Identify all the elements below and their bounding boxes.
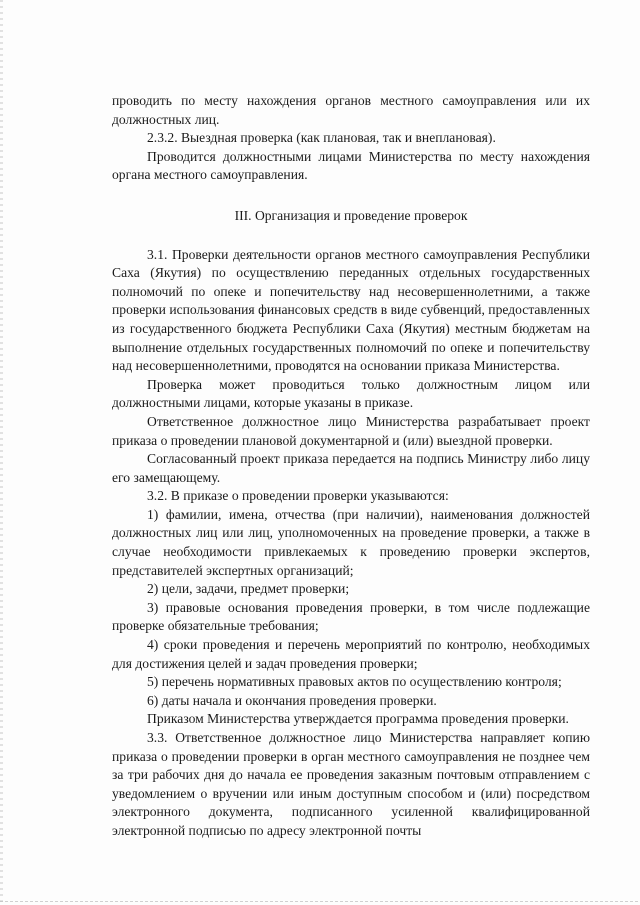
list-item-5: 5) перечень нормативных правовых актов по осуществлению контроля; [147, 674, 562, 690]
paragraph-2-3-2: 2.3.2. Выездная проверка (как плановая, так и внеплановая). [147, 130, 496, 146]
paragraph-3-3: 3.3. Ответственное должностное лицо Министерства направляет копию приказа о проведении проверки в орган местного самоуправления не позднее чем за три рабочих дня до начала ее проведения заказным почтовым отправлением с уведомлением о вручении или иным доступным способом и (или) посредством электронного документа, подписанного усиленной квалифицированной электронной подписью по адресу электронной почты [112, 730, 590, 838]
paragraph-continuation: проводить по месту нахождения органов местного самоуправления или их должностных лиц. [112, 93, 590, 127]
list-item-3: 3) правовые основания проведения проверки, в том числе подлежащие проверке обязательные требования; [112, 599, 590, 634]
section-title: III. Организация и проведение проверок [234, 207, 468, 223]
scan-edge-left [0, 0, 3, 905]
paragraph-approval: Согласованный проект приказа передается на подпись Министру либо лицу его замещающему. [112, 451, 590, 485]
paragraph-3-2: 3.2. В приказе о проведении проверки указываются: [147, 488, 449, 504]
paragraph-program: Приказом Министерства утверждается программа проведения проверки. [147, 711, 569, 727]
document-body [112, 92, 590, 841]
paragraph-3-1: 3.1. Проверки деятельности органов местного самоуправления Республики Саха (Якутия) по осуществлению переданных отдельных государственных полномочий по опеке и попечительству над несовершеннолетними, а также проверки использования финансовых средств в виде субвенций, предоставленных из государственного бюджета Республики Саха (Якутия) местным бюджетам на выполнение отдельных государственных полномочий по опеке и попечительству над несовершеннолетними, проводятся на основании приказа Министерства. [112, 246, 590, 374]
list-item-4: 4) сроки проведения и перечень мероприятий по контролю, необходимых для достижения целей и задач проведения проверки; [112, 637, 590, 671]
paragraph-inspector: Проверка может проводиться только должностным лицом или должностными лицами, которые указаны в приказе. [112, 376, 590, 411]
paragraph-draft-order: Ответственное должностное лицо Министерства разрабатывает проект приказа о проведении плановой документарной и (или) выездной проверки. [112, 413, 590, 448]
scan-edge-bottom [0, 901, 640, 902]
list-item-6: 6) даты начала и окончания проведения проверки. [147, 692, 437, 708]
list-item-1: 1) фамилии, имена, отчества (при наличии), наименования должностей должностных лиц или лиц, уполномоченных на проведение проверки, а также в случае необходимости привлекаемых к проведению проверки экспертов, представителей экспертных организаций; [112, 506, 590, 578]
list-item-2: 2) цели, задачи, предмет проверки; [147, 581, 350, 597]
paragraph-onsite-inspection: Проводится должностными лицами Министерства по месту нахождения органа местного самоуправления. [112, 148, 590, 183]
